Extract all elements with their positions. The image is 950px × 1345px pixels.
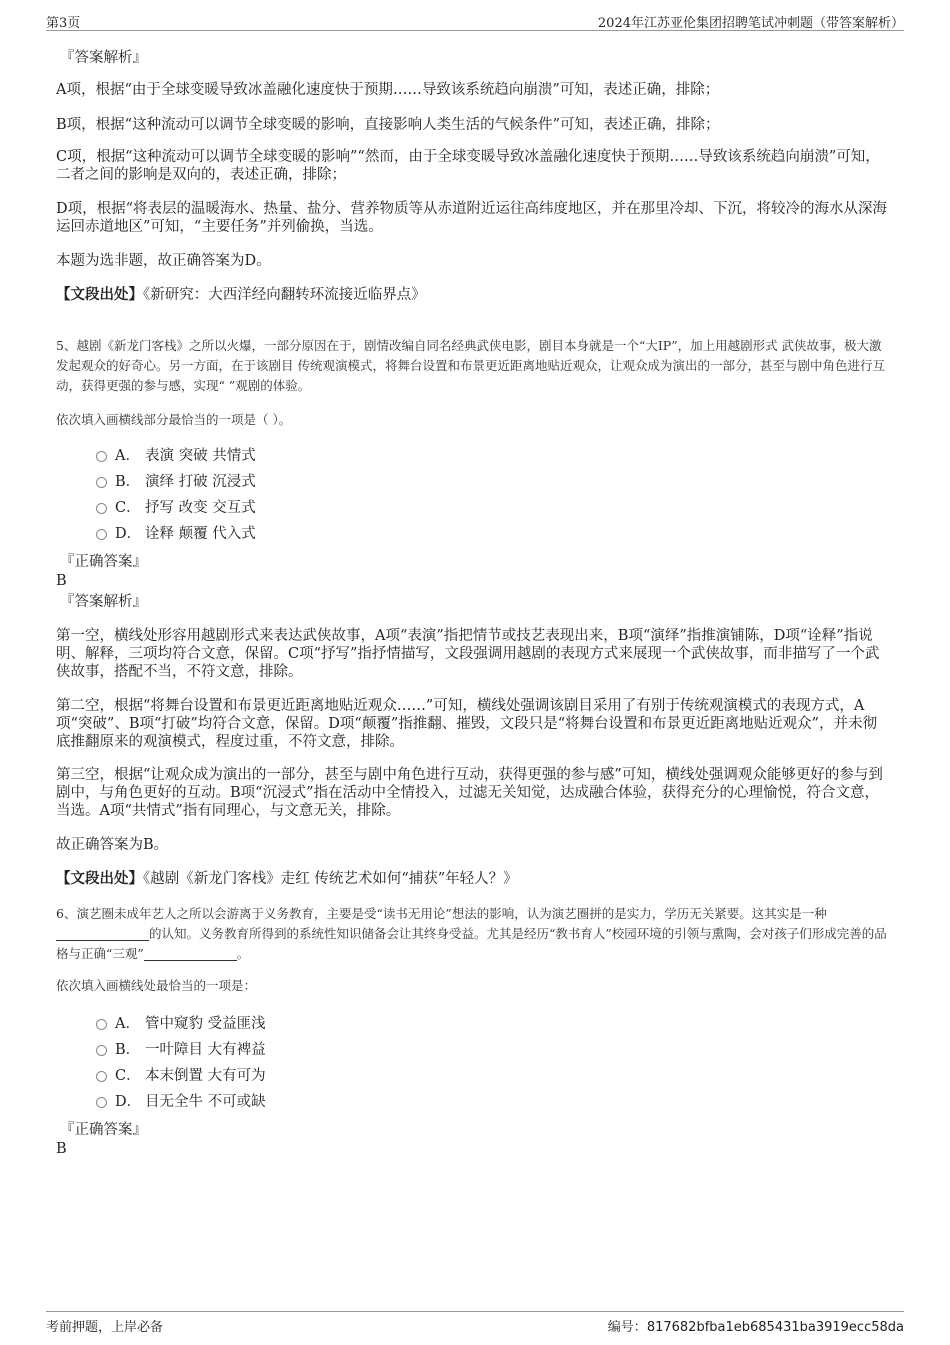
- radio-icon[interactable]: [96, 503, 107, 514]
- q5-prompt: 依次填入画横线部分最恰当的一项是（ ）。: [56, 412, 292, 427]
- document-code: 编号：817682bfba1eb685431ba3919ecc58da: [607, 1320, 904, 1335]
- q4-source: [56, 286, 891, 304]
- q5-option-b[interactable]: B． 演绎 打破 沉浸式: [96, 473, 256, 491]
- fill-blank-1: [56, 927, 149, 941]
- q4-source-tag: 【文段出处】: [56, 286, 143, 303]
- q4-analysis-label: 『答案解析』: [60, 50, 147, 66]
- q5-option-c[interactable]: C． 抒写 改变 交互式: [96, 499, 256, 517]
- q5-stem: 5、越剧《新龙门客栈》之所以火爆，一部分原因在于，剧情改编自同名经典武侠电影，剧目本身就是一个“大IP”，加上用越剧形式 武侠故事，极大激发起观众的好奇心。另一方面，在于该剧目 传统观演模式，将舞台设置和布景更近距离地贴近观众，让观众成为演出的一部分，甚至与剧中角色进行互动，获得更强的参与感，实现“ ”观剧的体验。: [56, 338, 885, 393]
- radio-icon[interactable]: [96, 1045, 107, 1056]
- q4-source-text: 《新研究：大西洋经向翻转环流接近临界点》: [143, 287, 426, 303]
- q4-analysis-a: A项，根据“由于全球变暖导致冰盖融化速度快于预期……导致该系统趋向崩溃”可知，表述正确，排除；: [56, 82, 720, 98]
- q6-option-b[interactable]: B． 一叶障目 大有裨益: [96, 1041, 266, 1059]
- q5-analysis-label: 『答案解析』: [60, 594, 147, 610]
- q5-source: [56, 870, 891, 888]
- radio-icon[interactable]: [96, 529, 107, 540]
- q5-source-tag: 【文段出处】: [56, 870, 143, 887]
- q6-answer-label: 『正确答案』: [60, 1122, 147, 1138]
- q5-option-d[interactable]: D． 诠释 颠覆 代入式: [96, 525, 256, 543]
- q5-analysis-p2: 第二空，根据“将舞台设置和布景更近距离地贴近观众……”可知，横线处强调该剧目采用了有别于传统观演模式的表现方式，A项“突破”、B项“打破”均符合文意，保留。D项“颠覆”指推翻、摧毁，文段只是“将舞台设置和布景更近距离地贴近观众”，并未彻底推翻原来的观演模式，程度过重，不符文意，排除。: [56, 698, 878, 750]
- q5-source-text: 《越剧《新龙门客栈》走红 传统艺术如何“捕获”年轻人？》: [143, 871, 518, 887]
- radio-icon[interactable]: [96, 1097, 107, 1108]
- radio-icon[interactable]: [96, 451, 107, 462]
- q4-analysis-d: D项，根据“将表层的温暖海水、热量、盐分、营养物质等从赤道附近运往高纬度地区，并在那里冷却、下沉，将较冷的海水从深海运回赤道地区”可知，“主要任务”并列偷换，当选。: [56, 201, 888, 235]
- q4-conclusion: 本题为选非题，故正确答案为D。: [56, 253, 271, 269]
- q6-option-c[interactable]: C． 本末倒置 大有可为: [96, 1067, 266, 1085]
- radio-icon[interactable]: [96, 1019, 107, 1030]
- q6-option-d[interactable]: D． 目无全牛 不可或缺: [96, 1093, 266, 1111]
- q5-analysis-p1: 第一空，横线处形容用越剧形式来表达武侠故事，A项“表演”指把情节或技艺表现出来，B项“演绎”指推演铺陈，D项“诠释”指说明、解释，三项均符合文意，保留。C项“抒写”指抒情描写，文段强调用越剧的表现方式来展现一个武侠故事，而非描写了一个武侠故事，搭配不当，不符文意，排除。: [56, 628, 880, 680]
- fill-blank-2: [144, 947, 237, 961]
- q6-answer: B: [56, 1141, 67, 1157]
- q6-stem: 6、演艺圈未成年艺人之所以会游离于义务教育，主要是受“读书无用论”想法的影响，认为演艺圈拼的是实力，学历无关紧要。这其实是一种的认知。义务教育所得到的系统性知识储备会让其终身受益。尤其是经历“教书育人”校园环境的引领与熏陶，会对孩子们形成完善的品格与正确“三观” 。: [56, 906, 887, 961]
- q6-option-a[interactable]: A． 管中窥豹 受益匪浅: [96, 1015, 266, 1033]
- q4-analysis-c: C项，根据“这种流动可以调节全球变暖的影响”“然而，由于全球变暖导致冰盖融化速度快于预期……导致该系统趋向崩溃”可知，二者之间的影响是双向的，表述正确，排除；: [56, 149, 880, 183]
- q4-analysis-b: B项，根据“这种流动可以调节全球变暖的影响，直接影响人类生活的气候条件”可知，表述正确，排除；: [56, 117, 720, 133]
- q6-prompt: 依次填入画横线处最恰当的一项是：: [56, 978, 257, 993]
- q5-answer-label: 『正确答案』: [60, 554, 147, 570]
- footer-slogan: 考前押题，上岸必备: [46, 1320, 164, 1335]
- q5-analysis-p3: 第三空，根据“让观众成为演出的一部分，甚至与剧中角色进行互动，获得更强的参与感”可知，横线处强调观众能够更好的参与到剧中，与角色更好的互动。B项“沉浸式”指在活动中全情投入，过滤无关知觉，达成融合体验，获得充分的心理愉悦，符合文意，当选。A项“共情式”指有同理心，与文意无关，排除。: [56, 767, 883, 819]
- page-number: 第3页: [46, 16, 81, 31]
- page-header: [46, 10, 904, 31]
- q5-answer: B: [56, 573, 67, 589]
- page-footer: [46, 1311, 904, 1334]
- radio-icon[interactable]: [96, 477, 107, 488]
- q5-option-a[interactable]: A． 表演 突破 共情式: [96, 447, 256, 465]
- document-title: 2024年江苏亚伦集团招聘笔试冲刺题（带答案解析）: [597, 16, 904, 31]
- q5-conclusion: 故正确答案为B。: [56, 837, 169, 853]
- radio-icon[interactable]: [96, 1071, 107, 1082]
